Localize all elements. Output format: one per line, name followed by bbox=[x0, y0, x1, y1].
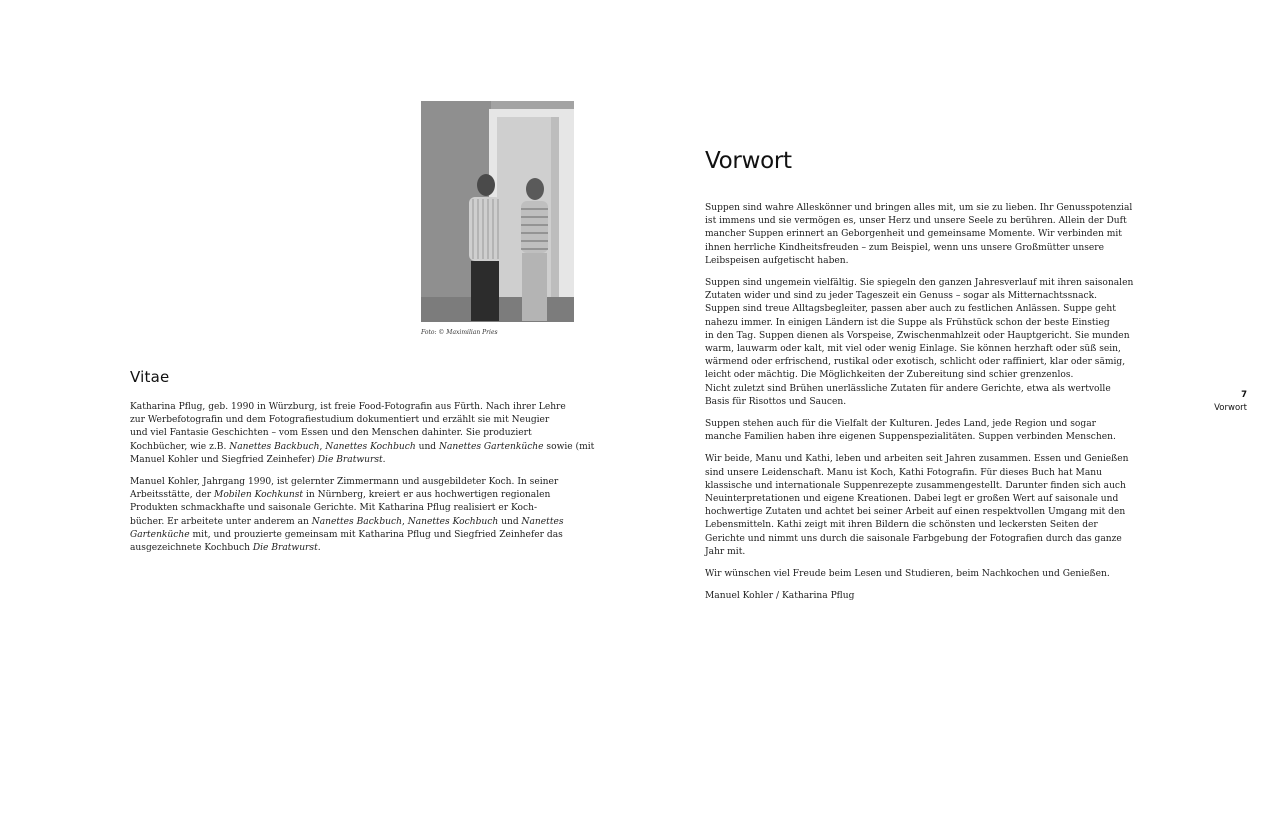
text-run: Suppen stehen auch für die Vielfalt der Kulturen. Jedes Land, jede Region und sogar bbox=[705, 419, 1096, 430]
text-run: Kochbücher, wie z.B. bbox=[130, 441, 230, 452]
text-line bbox=[130, 502, 575, 515]
italic-title: Nanettes Backbuch bbox=[229, 441, 320, 452]
text-line bbox=[705, 330, 1155, 343]
text-line bbox=[705, 396, 1155, 409]
italic-title: Nanettes Kochbuch bbox=[325, 441, 416, 452]
text-line bbox=[705, 215, 1155, 228]
page-folio bbox=[1214, 389, 1247, 415]
text-run: Jahr mit. bbox=[705, 546, 746, 557]
text-line bbox=[705, 290, 1155, 303]
text-line bbox=[130, 414, 575, 427]
text-line bbox=[705, 383, 1155, 396]
text-line bbox=[705, 317, 1155, 330]
text-line bbox=[705, 453, 1155, 466]
text-run: klassische und internationale Suppenrezepte zusammengestellt. Darunter finden sich auch bbox=[705, 480, 1126, 491]
text-run: manche Familien haben ihre eigenen Suppenspezialitäten. Suppen verbinden Menschen. bbox=[705, 432, 1116, 443]
text-line bbox=[705, 506, 1155, 519]
text-run: Manuel Kohler, Jahrgang 1990, ist gelernter Zimmermann und ausgebildeter Koch. In seiner bbox=[130, 477, 559, 488]
text-line bbox=[130, 529, 575, 542]
text-run: und bbox=[498, 516, 522, 527]
text-line bbox=[130, 542, 575, 555]
text-line bbox=[705, 431, 1155, 444]
italic-title: Die Bratwurst bbox=[317, 454, 383, 465]
text-run: mit, und prouzierte gemeinsam mit Katharina Pflug und Siegfried Zeinhefer das bbox=[189, 529, 563, 540]
italic-title: Gartenküche bbox=[130, 529, 190, 540]
text-run: Wir wünschen viel Freude beim Lesen und Studieren, beim Nachkochen und Genießen. bbox=[705, 569, 1110, 580]
text-run: bücher. Er arbeitete unter anderem an bbox=[130, 516, 312, 527]
text-run: Produkten schmackhafte und saisonale Gerichte. Mit Katharina Pflug realisiert er Koch- bbox=[130, 503, 538, 514]
text-run: warm, lauwarm oder kalt, mit viel oder wenig Einlage. Sie können herzhaft oder süß sein, bbox=[705, 344, 1121, 355]
vorwort-text bbox=[705, 202, 1155, 612]
italic-title: Mobilen Kochkunst bbox=[214, 490, 304, 501]
text-line bbox=[130, 441, 595, 454]
text-line bbox=[705, 202, 1155, 215]
text-line bbox=[705, 493, 1155, 506]
text-run: Gerichte und nimmt uns durch die saisonale Farbgebung der Fotografien durch das ganze bbox=[705, 533, 1122, 544]
text-run: , bbox=[319, 441, 326, 452]
text-run: Lebensmitteln. Kathi zeigt mit ihren Bildern die schönsten und leckersten Seiten der bbox=[705, 520, 1098, 531]
italic-title: Die Bratwurst bbox=[252, 543, 318, 554]
text-run: und bbox=[415, 441, 440, 452]
text-run: mancher Suppen erinnert an Geborgenheit und gemeinsame Momente. Wir verbinden mit bbox=[705, 229, 1122, 240]
vitae-paragraph bbox=[130, 401, 595, 467]
vorwort-heading: Vorwort bbox=[705, 148, 792, 174]
text-run: , bbox=[401, 516, 408, 527]
text-run: in den Tag. Suppen dienen als Vorspeise, Zwischenmahlzeit oder Hauptgericht. Sie munden bbox=[705, 330, 1130, 341]
text-line bbox=[130, 516, 575, 529]
text-run: Arbeitsstätte, der bbox=[130, 490, 215, 501]
author-photo bbox=[421, 101, 574, 322]
text-line bbox=[705, 303, 1155, 316]
text-run: zur Werbefotografin und dem Fotografiestudium dokumentiert und erzählt sie mit Neugier bbox=[130, 415, 550, 426]
vorwort-paragraph bbox=[705, 202, 1155, 268]
text-run: . bbox=[382, 454, 386, 465]
text-run: Suppen sind wahre Alleskönner und bringen alles mit, um sie zu lieben. Ihr Genusspotenzial bbox=[705, 203, 1133, 213]
text-line bbox=[705, 228, 1155, 241]
text-run: Suppen sind ungemein vielfältig. Sie spiegeln den ganzen Jahresverlauf mit ihren saisonalen bbox=[705, 278, 1134, 289]
vorwort-paragraph bbox=[705, 418, 1155, 444]
text-line bbox=[705, 590, 1155, 603]
italic-title: Nanettes Gartenküche bbox=[439, 441, 544, 452]
text-line bbox=[130, 476, 575, 489]
text-run: ihnen herrliche Kindheitsfreuden – zum Beispiel, wenn uns unsere Großmütter unsere bbox=[705, 242, 1104, 253]
text-run: Manuel Kohler / Katharina Pflug bbox=[705, 591, 855, 602]
vorwort-paragraph bbox=[705, 277, 1155, 409]
text-line bbox=[705, 277, 1155, 290]
text-line bbox=[705, 369, 1155, 382]
text-run: wärmend oder erfrischend, rustikal oder exotisch, schlicht oder raffiniert, klar oder sämig, bbox=[705, 357, 1126, 368]
page-number: 7 bbox=[1241, 390, 1247, 400]
text-line bbox=[705, 519, 1155, 532]
text-run: sind unsere Leidenschaft. Manu ist Koch, Kathi Fotografin. Für dieses Buch hat Manu bbox=[705, 467, 1102, 478]
text-run: Leibspeisen aufgetischt haben. bbox=[705, 255, 849, 266]
vorwort-paragraph bbox=[705, 453, 1155, 559]
vorwort-paragraph bbox=[705, 590, 1155, 603]
text-line bbox=[705, 467, 1155, 480]
text-line bbox=[705, 480, 1155, 493]
text-run: Manuel Kohler und Siegfried Zeinhefer) bbox=[130, 454, 318, 465]
text-run: Neuinterpretationen und eigene Kreationen. Dabei legt er großen Wert auf saisonale und bbox=[705, 494, 1119, 505]
text-run: nahezu immer. In einigen Ländern ist die Suppe als Frühstück schon der beste Einstieg bbox=[705, 317, 1110, 328]
text-run: leicht oder mächtig. Die Möglichkeiten der Zubereitung sind schier grenzenlos. bbox=[705, 370, 1074, 381]
text-line bbox=[705, 568, 1155, 581]
italic-title: Nanettes bbox=[521, 516, 564, 527]
text-line bbox=[130, 427, 575, 440]
text-line bbox=[705, 546, 1155, 559]
text-run: sowie (mit bbox=[543, 441, 595, 452]
text-run: Suppen sind treue Alltagsbegleiter, passen aber auch zu festlichen Anlässen. Suppe geht bbox=[705, 304, 1116, 315]
vitae-text bbox=[130, 401, 595, 564]
vitae-heading: Vitae bbox=[130, 368, 170, 386]
author-photo-image bbox=[421, 101, 574, 322]
text-line bbox=[705, 356, 1155, 369]
italic-title: Nanettes Kochbuch bbox=[407, 516, 499, 527]
text-run: ist immens und sie vermögen es, unser Herz und unsere Seele zu berühren. Allein der Duft bbox=[705, 216, 1127, 227]
text-line bbox=[705, 343, 1155, 356]
text-line bbox=[705, 418, 1155, 431]
running-title: Vorwort bbox=[1214, 403, 1247, 413]
text-line bbox=[705, 533, 1155, 546]
text-line bbox=[130, 454, 575, 467]
text-line bbox=[130, 401, 575, 414]
text-run: in Nürnberg, kreiert er aus hochwertigen regionalen bbox=[303, 490, 551, 501]
italic-title: Nanettes Backbuch bbox=[311, 516, 402, 527]
vorwort-paragraph bbox=[705, 568, 1155, 581]
photo-caption: Foto: © Maximilian Pries bbox=[421, 329, 498, 336]
text-run: und viel Fantasie Geschichten – vom Essen und den Menschen dahinter. Sie produziert bbox=[130, 428, 532, 439]
text-run: . bbox=[317, 543, 321, 554]
text-line bbox=[705, 255, 1155, 268]
text-run: hochwertige Zutaten und achtet bei seiner Arbeit auf einen respektvollen Umgang mit den bbox=[705, 507, 1126, 518]
text-run: ausgezeichnete Kochbuch bbox=[130, 543, 253, 554]
text-run: Zutaten wider und sind zu jeder Tageszeit ein Genuss – sogar als Mitternachtssnack. bbox=[705, 291, 1098, 302]
text-run: Wir beide, Manu und Kathi, leben und arbeiten seit Jahren zusammen. Essen und Genießen bbox=[705, 454, 1129, 465]
vitae-paragraph bbox=[130, 476, 575, 555]
text-run: Katharina Pflug, geb. 1990 in Würzburg, ist freie Food-Fotografin aus Fürth. Nach ihrer Lehre bbox=[130, 402, 566, 412]
text-line bbox=[130, 489, 575, 502]
text-run: Nicht zuletzt sind Brühen unerlässliche Zutaten für andere Gerichte, etwa als wertvolle bbox=[705, 383, 1111, 394]
text-run: Basis für Risottos und Saucen. bbox=[705, 396, 847, 407]
text-line bbox=[705, 242, 1155, 255]
